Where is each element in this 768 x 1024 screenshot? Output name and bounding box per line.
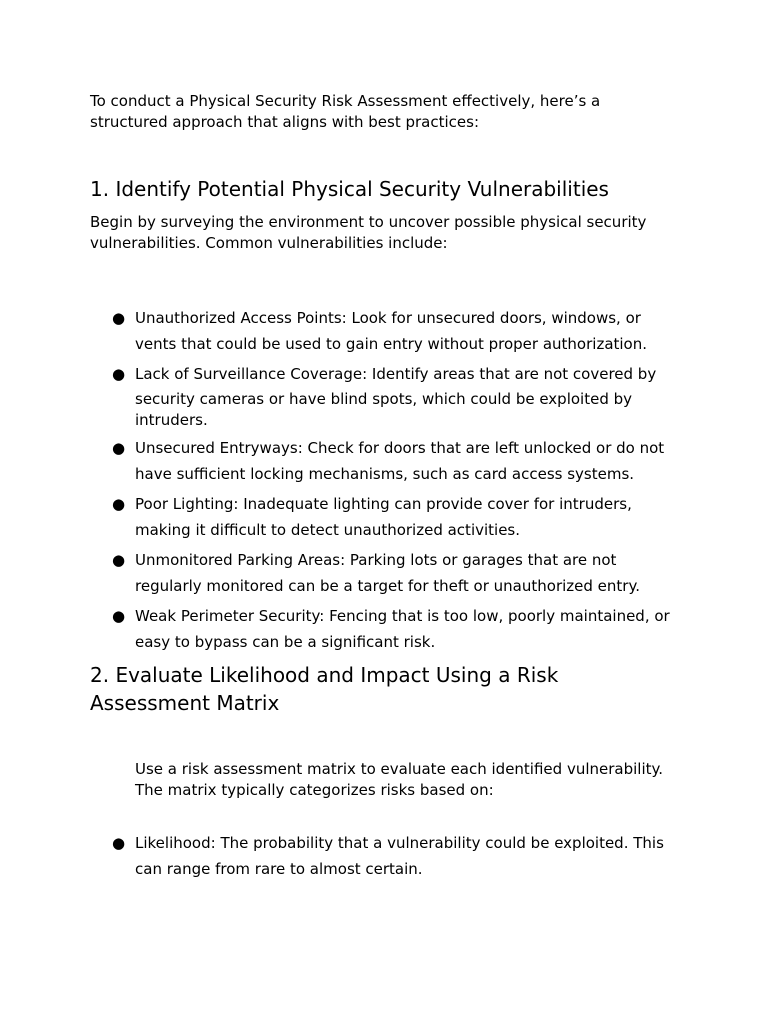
list-item	[90, 830, 690, 882]
list-item	[90, 305, 690, 357]
bullet-icon: ●	[112, 495, 126, 513]
list-item-text-line: Likelihood: The probability that a vulnerability could be exploited. This	[135, 834, 664, 852]
list-item-text-line: Unauthorized Access Points: Look for unsecured doors, windows, or	[135, 309, 641, 327]
list-item	[90, 361, 690, 431]
list-item-text-line: can range from rare to almost certain.	[135, 860, 423, 878]
list-item-text-line: easy to bypass can be a significant risk.	[135, 633, 436, 651]
list-item	[90, 603, 690, 655]
bullet-icon: ●	[112, 309, 126, 327]
section-1-paragraph: Begin by surveying the environment to uncover possible physical security vulnerabilities. Common vulnerabilities include:	[90, 213, 647, 252]
section-2-paragraph-line: Use a risk assessment matrix to evaluate each identified vulnerability.	[135, 760, 664, 778]
section-2-heading-line: 2. Evaluate Likelihood and Impact Using a Risk	[90, 663, 559, 687]
bullet-icon: ●	[112, 834, 126, 852]
list-item	[90, 435, 690, 487]
bullet-icon: ●	[112, 365, 126, 383]
list-item-text-line: intruders.	[135, 411, 208, 429]
list-item-text-line: Weak Perimeter Security: Fencing that is too low, poorly maintained, or	[135, 607, 670, 625]
list-item-text-line: Unmonitored Parking Areas: Parking lots or garages that are not	[135, 551, 617, 569]
risk-factors-list	[90, 830, 690, 882]
vulnerabilities-list	[90, 305, 690, 659]
list-item	[90, 547, 690, 599]
bullet-icon: ●	[112, 551, 126, 569]
list-item-text-line: Unsecured Entryways: Check for doors that are left unlocked or do not	[135, 439, 665, 457]
list-item-text-line: Poor Lighting: Inadequate lighting can provide cover for intruders,	[135, 495, 632, 513]
list-item	[90, 491, 690, 543]
intro-paragraph: To conduct a Physical Security Risk Assessment effectively, here’s a structured approach that aligns with best practices:	[90, 92, 601, 131]
list-item-text-line: regularly monitored can be a target for theft or unauthorized entry.	[135, 577, 640, 595]
section-1-heading: 1. Identify Potential Physical Security Vulnerabilities	[90, 177, 609, 201]
bullet-icon: ●	[112, 607, 126, 625]
section-2-paragraph-line: The matrix typically categorizes risks based on:	[135, 781, 494, 799]
list-item-text-line: Lack of Surveillance Coverage: Identify areas that are not covered by	[135, 365, 657, 383]
list-item-text-line: security cameras or have blind spots, which could be exploited by	[135, 390, 633, 408]
section-2-heading	[90, 661, 650, 717]
bullet-icon: ●	[112, 439, 126, 457]
list-item-text-line: have sufficient locking mechanisms, such as card access systems.	[135, 465, 635, 483]
list-item-text-line: vents that could be used to gain entry without proper authorization.	[135, 335, 648, 353]
list-item-text-line: making it difficult to detect unauthorized activities.	[135, 521, 521, 539]
section-2-heading-line: Assessment Matrix	[90, 691, 280, 715]
section-2-paragraph	[135, 759, 695, 801]
